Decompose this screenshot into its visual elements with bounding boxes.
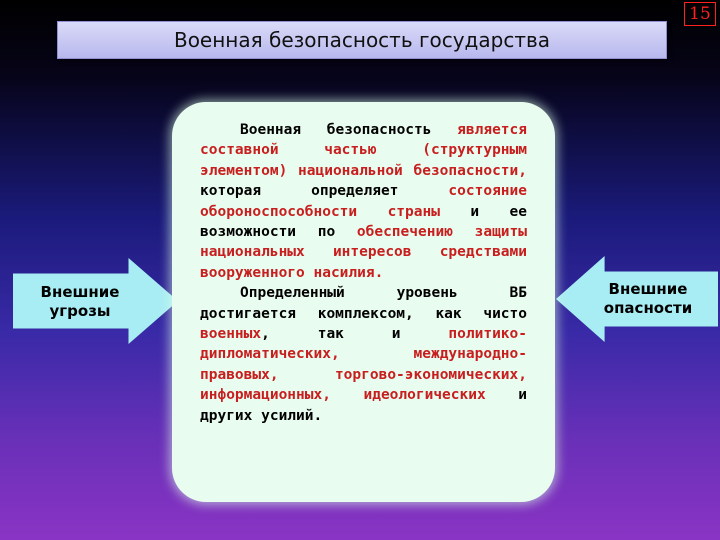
p2-seg: . <box>313 407 323 424</box>
right-arrow-label: Внешние опасности <box>603 280 693 317</box>
p2-seg: и других усилий <box>200 387 527 424</box>
p2-seg: военных <box>200 326 262 343</box>
p1-seg: которая определяет <box>200 183 449 200</box>
p1-seg: Военная безопасность <box>240 122 432 138</box>
paragraph-1 <box>200 120 527 283</box>
paragraph-2 <box>200 283 527 426</box>
left-arrow-label: Внешние угрозы <box>40 283 120 320</box>
p1-seg: состояние обороноспособности страны <box>200 183 527 220</box>
p2-seg: Определенный уровень ВБ достигается комплексом, как чисто <box>200 285 527 322</box>
p2-seg: , так и <box>261 326 449 343</box>
p1-seg: и ее возможности по <box>200 203 527 241</box>
content-text <box>200 120 527 426</box>
p1-seg: является составной частью (структурным элементом) национальной безопасности, <box>200 122 527 179</box>
p1-seg: обеспечению защиты национальных интересов средствами вооруженного насилия. <box>200 224 527 281</box>
p2-seg: политико-дипломатических, международно-правовых, торгово-экономических, информационных, идеологических <box>200 326 527 404</box>
slide-number: 15 <box>684 2 716 26</box>
slide-title: Военная безопасность государства <box>57 21 667 59</box>
